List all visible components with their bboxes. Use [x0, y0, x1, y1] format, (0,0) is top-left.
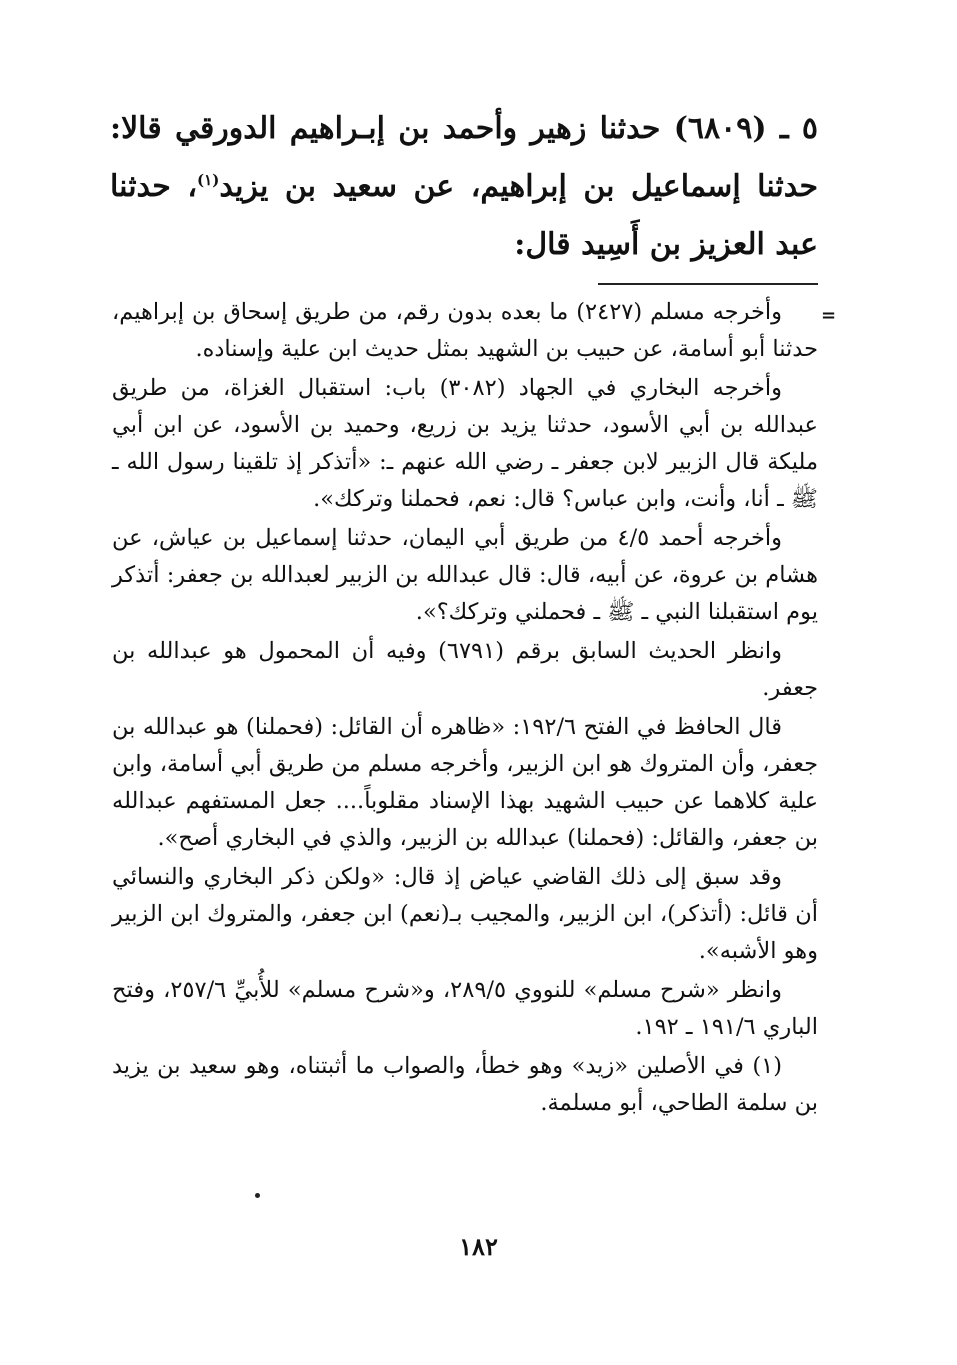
footnotes-section — [112, 294, 818, 1122]
footnote-paragraph: وانظر الحديث السابق برقم (٦٧٩١) وفيه أن المحمول هو عبدالله بن جعفر. — [112, 638, 818, 701]
footnote-1: (١) في الأصلين «زيد» وهو خطأ، والصواب ما أثبتناه، وهو سعيد بن يزيد بن سلمة الطاحي، أبو مسلمة. — [112, 1053, 818, 1116]
footnote-paragraph: وقد سبق إلى ذلك القاضي عياض إذ قال: «ولكن ذكر البخاري والنسائي أن قائل: (أتذكر)، ابن الزبير، والمجيب بـ(نعم) ابن جعفر، والمتروك ابن الزبير وهو الأشبه». — [112, 864, 818, 964]
footnote-paragraph: وأخرجه مسلم (٢٤٢٧) ما بعده بدون رقم، من طريق إسحاق بن إبراهيم، حدثنا أبو أسامة، عن حبيب بن الشهيد بمثل حديث ابن علية وإسناده. — [112, 299, 818, 362]
hadith-line-2-start: قالا: حدثنا إسماعيل بن إبراهيم، عن سعيد بن يزيد — [110, 111, 819, 204]
hadith-line-1: ٥ ـ (٦٨٠٩) حدثنا زهير وأحمد بن إبـراهيم الدورقي — [174, 111, 819, 146]
footnote-paragraph: وأخرجه أحمد ٤/٥ من طريق أبي اليمان، حدثنا إسماعيل بن عياش، عن هشام بن عروة، عن أبيه، قال: قال عبدالله بن الزبير لعبدالله بن جعفر: أتذكر يوم استقبلنا النبي ـ ﷺ ـ فحملني وتركك؟». — [112, 525, 818, 625]
hadith-line-2-end: ، حدثنا — [110, 169, 198, 204]
continuation-mark: = — [821, 305, 837, 326]
footnote-paragraph: قال الحافظ في الفتح ١٩٢/٦: «ظاهره أن القائل: (فحملنا) هو عبدالله بن جعفر، وأن المتروك هو ابن الزبير، وأخرجه مسلم من طريق أبي أسامة، وابن علية كلاهما عن حبيب الشهيد بهذا الإسناد مقلوباً.... جعل المستفهم عبدالله بن جعفر، والقائل: (فحملنا) عبدالله بن الزبير، والذي في البخاري أصح». — [112, 714, 818, 851]
ink-dot — [255, 1193, 260, 1198]
footnote-paragraph: وأخرجه البخاري في الجهاد (٣٠٨٢) باب: استقبال الغزاة، من طريق عبدالله بن أبي الأسود، حدثنا يزيد بن زريع، وحميد بن الأسود، عن ابن أبي مليكة قال الزبير لابن جعفر ـ رضي الله عنهم ـ: «أتذكر إذ تلقينا رسول الله ـ ﷺ ـ أنا، وأنت، وابن عباس؟ قال: نعم، فحملنا وتركك». — [112, 375, 818, 512]
footnote-paragraph: وانظر «شرح مسلم» للنووي ٢٨٩/٥، و«شرح مسلم» للأُبيِّ ٢٥٧/٦، وفتح الباري ١٩١/٦ ـ ١٩٢. — [112, 977, 818, 1040]
page-number: ١٨٢ — [459, 1232, 498, 1261]
footnote-divider — [598, 283, 818, 285]
hadith-text — [110, 100, 818, 274]
footnote-reference: (١) — [197, 171, 220, 189]
hadith-line-3: عبد العزيز بن أَسِيد قال: — [514, 227, 818, 262]
